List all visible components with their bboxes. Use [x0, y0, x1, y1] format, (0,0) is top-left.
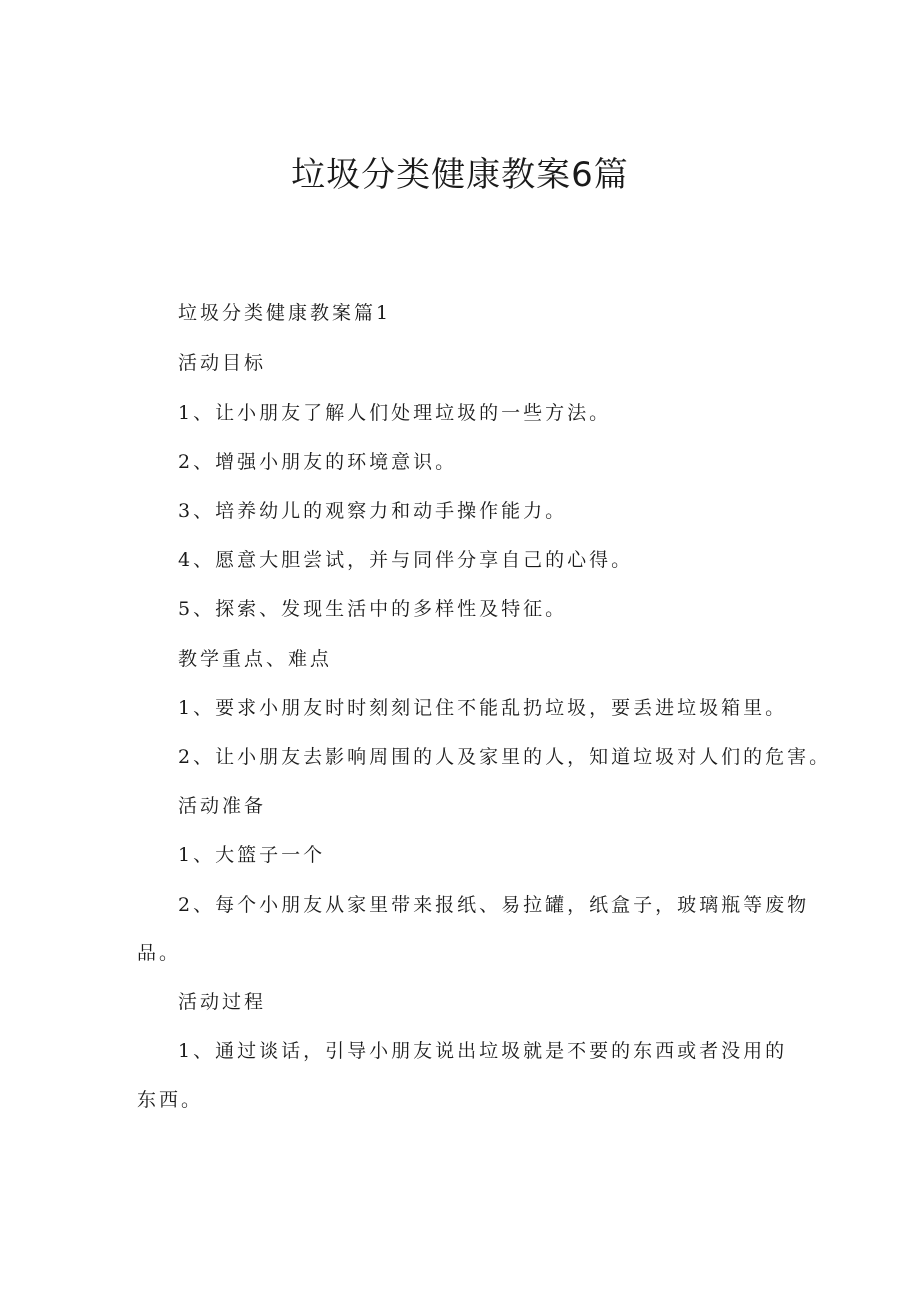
- preparation-item-2: 2、每个小朋友从家里带来报纸、易拉罐，纸盒子，玻璃瓶等废物: [178, 894, 810, 916]
- goal-item-3: 3、培养幼儿的观察力和动手操作能力。: [178, 500, 568, 522]
- subheading-process: 活动过程: [178, 991, 267, 1013]
- goal-item-4: 4、愿意大胆尝试，并与同伴分享自己的心得。: [178, 549, 634, 571]
- subheading-activity-goals: 活动目标: [178, 352, 267, 374]
- process-item-1: 1、通过谈话，引导小朋友说出垃圾就是不要的东西或者没用的: [178, 1040, 788, 1062]
- goal-item-5: 5、探索、发现生活中的多样性及特征。: [178, 598, 568, 620]
- key-point-item-1: 1、要求小朋友时时刻刻记住不能乱扔垃圾，要丢进垃圾箱里。: [178, 697, 788, 719]
- subheading-preparation: 活动准备: [178, 795, 267, 817]
- key-point-item-2: 2、让小朋友去影响周围的人及家里的人，知道垃圾对人们的危害。: [178, 746, 832, 768]
- subheading-key-points: 教学重点、难点: [178, 648, 333, 670]
- process-item-1-continued: 东西。: [137, 1089, 204, 1111]
- document-title: 垃圾分类健康教案6篇: [291, 155, 629, 195]
- preparation-item-2-continued: 品。: [137, 942, 182, 964]
- preparation-item-1: 1、大篮子一个: [178, 844, 326, 866]
- goal-item-1: 1、让小朋友了解人们处理垃圾的一些方法。: [178, 402, 612, 424]
- section-heading-lesson-1: 垃圾分类健康教案篇1: [178, 302, 392, 324]
- goal-item-2: 2、增强小朋友的环境意识。: [178, 451, 458, 473]
